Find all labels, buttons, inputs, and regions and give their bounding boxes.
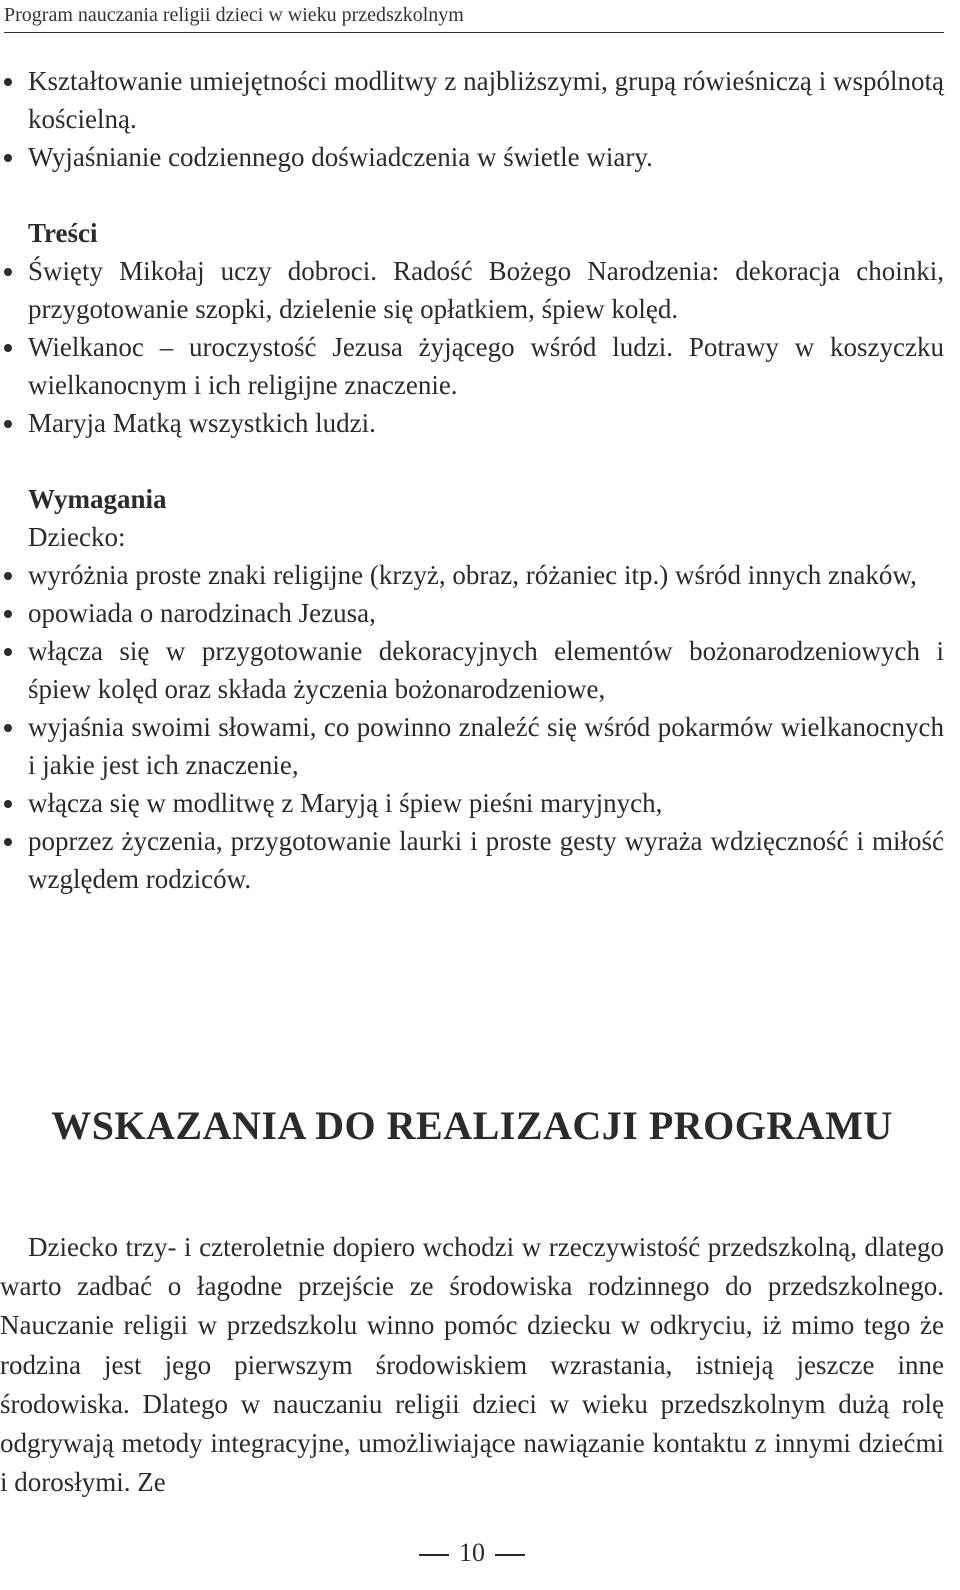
wymagania-heading: Wymagania: [28, 484, 167, 514]
body-paragraph: Dziecko trzy- i czteroletnie dopiero wchodzi w rzeczywistość przedszkolną, dlatego warto zadbać o łagodne przejście ze środowiska rodzinnego do przedszkolnego. Nauczanie religii w przedszkolu winno pomóc dziecku w odkryciu, iż mimo tego że rodzina jest jego pierwszym środowiskiem wzrastania, istnieją jeszcze inne środowiska. Dlatego w nauczaniu religii dzieci w wieku przedszkolnym dużą rolę odgrywają metody integracyjne, umożliwiające nawiązanie kontaktu z innymi dziećmi i dorosłymi. Ze: [0, 1232, 944, 1498]
wymagania-list: [0, 556, 944, 898]
list-item: poprzez życzenia, przygotowanie laurki i proste gesty wyraża wdzięczność i miłość względem rodziców.: [0, 822, 944, 898]
list-item: Wielkanoc – uroczystość Jezusa żyjącego wśród ludzi. Potrawy w koszyczku wielkanocnym i ich religijne znaczenie.: [0, 328, 944, 404]
list-item: Kształtowanie umiejętności modlitwy z najbliższymi, grupą rówieśniczą i wspólnotą kościelną.: [0, 62, 944, 138]
wymagania-intro: Dziecko:: [28, 522, 126, 552]
list-item: opowiada o narodzinach Jezusa,: [0, 594, 944, 632]
page-content: [0, 62, 944, 898]
page-number: 10: [459, 1538, 485, 1567]
dash-right: [495, 1554, 525, 1556]
page-number-footer: [0, 1536, 944, 1570]
tresci-heading: Treści: [28, 218, 98, 248]
list-item: wyróżnia proste znaki religijne (krzyż, obraz, różaniec itp.) wśród innych znaków,: [0, 556, 944, 594]
tresci-list: [0, 252, 944, 442]
dash-left: [419, 1554, 449, 1556]
running-header: Program nauczania religii dzieci w wieku przedszkolnym: [4, 2, 944, 33]
section-title: WSKAZANIA DO REALIZACJI PROGRAMU: [51, 1103, 893, 1148]
goals-list: [0, 62, 944, 176]
list-item: Wyjaśnianie codziennego doświadczenia w świetle wiary.: [0, 138, 944, 176]
list-item: Maryja Matką wszystkich ludzi.: [0, 404, 944, 442]
list-item: włącza się w modlitwę z Maryją i śpiew pieśni maryjnych,: [0, 784, 944, 822]
list-item: wyjaśnia swoimi słowami, co powinno znaleźć się wśród pokarmów wielkanocnych i jakie jest ich znaczenie,: [0, 708, 944, 784]
list-item: Święty Mikołaj uczy dobroci. Radość Bożego Narodzenia: dekoracja choinki, przygotowanie szopki, dzielenie się opłatkiem, śpiew kolęd.: [0, 252, 944, 328]
list-item: włącza się w przygotowanie dekoracyjnych elementów bożonarodzeniowych i śpiew kolęd oraz składa życzenia bożonarodzeniowe,: [0, 632, 944, 708]
